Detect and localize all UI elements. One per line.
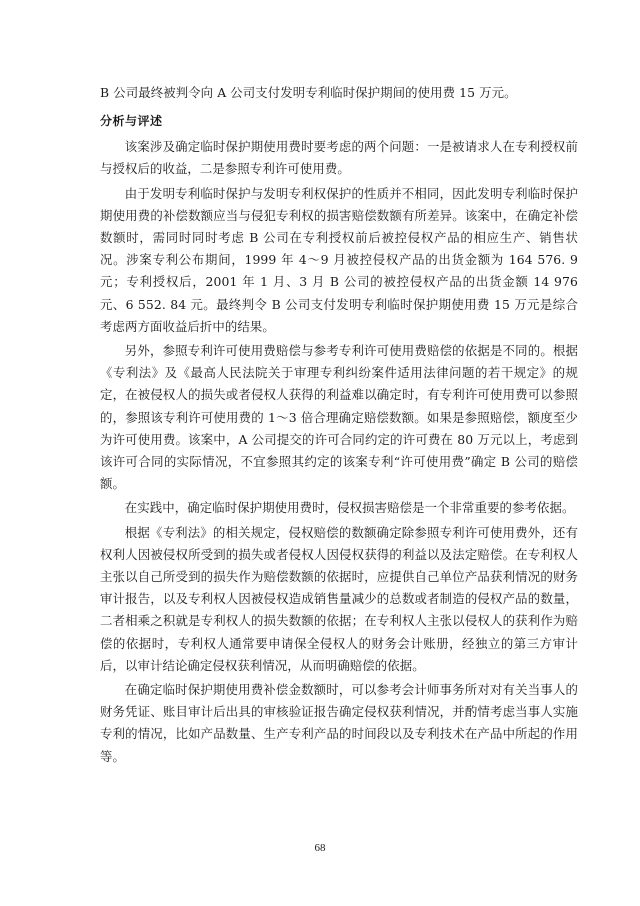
paragraph-license-fee: 另外，参照专利许可使用费赔偿与参考专利许可使用费赔偿的依据是不同的。根据《专利法》及《最高人民法院关于审理专利纠纷案件适用法律问题的若干规定》的规定，在被侵权人的损失或者侵权人获得的利益难以确定时，有专利许可使用费可以参照的，参照该专利许可使用费的 1～3 倍合理确定赔偿数额。如果是参照赔偿，额度至少为许可使用费。该案中，A 公司提交的许可合同约定的许可费在 80 万元以上，考虑到该许可合同的实际情况，不宜参照其约定的该案专利“许可使用费”确定 B 公司的赔偿额。	[100, 343, 578, 492]
paragraph-issues: 该案涉及确定临时保护期使用费时要考虑的两个问题：一是被请求人在专利授权前与授权后的收益，二是参照专利许可使用费。	[100, 139, 578, 177]
paragraph-practice: 在实践中，确定临时保护期使用费时，侵权损害赔偿是一个非常重要的参考依据。	[124, 500, 575, 516]
paragraph-verdict: B 公司最终被判令向 A 公司支付发明专利临时保护期间的使用费 15 万元。	[100, 85, 517, 100]
page-number: 68	[314, 842, 326, 854]
section-heading: 分析与评述	[100, 114, 163, 129]
page-body	[100, 82, 578, 770]
paragraph-damages: 根据《专利法》的相关规定，侵权赔偿的数额确定除参照专利许可使用费外，还有权利人因被侵权所受到的损失或者侵权人因侵权获得的利益以及法定赔偿。在专利权人主张以自己所受到的损失作为赔偿数额的依据时，应提供自己单位产品获利情况的财务审计报告，以及专利权人因被侵权造成销售量减少的总数或者制造的侵权产品的数量，二者相乘之积就是专利权人的损失数额的依据；在专利权人主张以侵权人的获利作为赔偿的依据时，专利权人通常要申请保全侵权人的财务会计账册，经独立的第三方审计后，以审计结论确定侵权获利情况，从而明确赔偿的依据。	[100, 524, 578, 673]
paragraph-compensation: 由于发明专利临时保护与发明专利权保护的性质并不相同，因此发明专利临时保护期使用费的补偿数额应当与侵犯专利权的损害赔偿数额有所差异。该案中，在确定补偿数额时，需同时同时考虑 B 公司在专利授权前后被控侵权产品的相应生产、销售状况。涉案专利公布期间，1999 年 4～9 月被控侵权产品的出货金额为 164 576. 9 元；专利授权后，2001 年 1 月、3 月 B 公司的被控侵权产品的出货金额 14 976 元、6 552. 84 元。最终判令 B 公司支付发明专利临时保护期使用费 15 万元是综合考虑两方面收益后折中的结果。	[100, 185, 578, 334]
paragraph-audit: 在确定临时保护期使用费补偿金数额时，可以参考会计师事务所对对有关当事人的财务凭证、账目审计后出具的审核验证报告确定侵权获利情况，并酌情考虑当事人实施专利的情况，比如产品数量、生产专利产品的时间段以及专利技术在产品中所起的作用等。	[100, 682, 578, 764]
